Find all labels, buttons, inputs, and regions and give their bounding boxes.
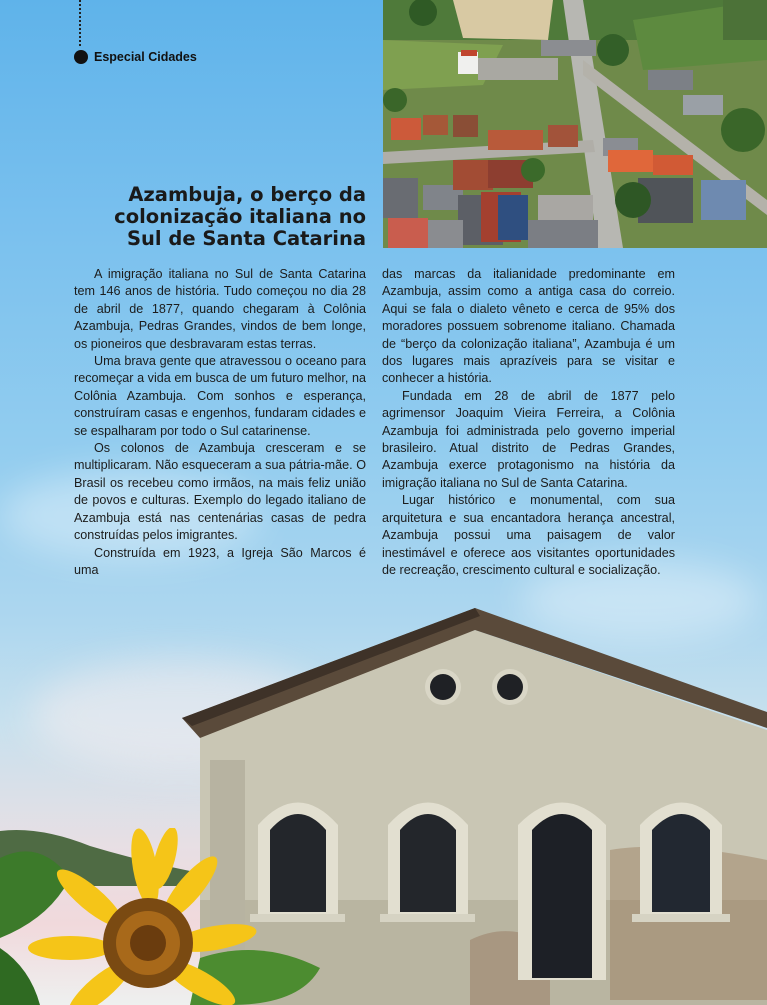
bullet-icon: [74, 50, 88, 64]
paragraph: Fundada em 28 de abril de 1877 pelo agrimensor Joaquim Vieira Ferreira, a Colônia Azambuja foi administrada pelo governo imperial brasileiro. Atual distrito de Pedras Grandes, Azambuja exerce protagonismo na história da imigração italiana no Sul de Santa Catarina.: [382, 388, 675, 490]
sunflower-photo: [0, 828, 340, 1005]
headline-line: Azambuja, o berço da: [128, 183, 366, 206]
aerial-town-photo: [383, 0, 767, 248]
article-headline: [80, 184, 366, 250]
headline-line: Sul de Santa Catarina: [126, 227, 366, 250]
paragraph: Construída em 1923, a Igreja São Marcos é uma: [74, 545, 366, 577]
paragraph: das marcas da italianidade predominante em Azambuja, assim como a antiga casa do correio. Aqui se fala o dialeto vêneto e cerca de 95% dos moradores possuem sobrenome italiano. Chamada de “berço da colonização italiana”, Azambuja é um dos lugares mais aprazíveis para se visitar e conhecer a história.: [382, 267, 675, 386]
article-column-left: [74, 266, 366, 579]
headline-line: colonização italiana no: [114, 205, 366, 228]
paragraph: Os colonos de Azambuja cresceram e se multiplicaram. Não esqueceram a sua pátria-mãe. O Brasil os recebeu como irmãos, na mais feliz união de povos e culturas. Exemplo do legado italiano de Azambuja está nas centenárias casas de pedra construídas pelos imigrantes.: [74, 441, 366, 543]
section-label: Especial Cidades: [94, 50, 197, 64]
article-column-right: [382, 266, 675, 579]
paragraph: Lugar histórico e monumental, com sua arquitetura e sua encantadora herança ancestral, Azambuja possui uma paisagem de valor inestimável e oferece aos visitantes oportunidades de recreação, crescimento cultural e socialização.: [382, 493, 675, 577]
section-tag: [74, 50, 197, 64]
decorative-dotted-line: [79, 0, 81, 46]
paragraph: Uma brava gente que atravessou o oceano para recomeçar a vida em busca de um futuro melhor, na Colônia Azambuja. Com sonhos e esperança, construíram casas e engenhos, fundaram cidades e se espalharam por todo o Sul catarinense.: [74, 354, 366, 438]
paragraph: A imigração italiana no Sul de Santa Catarina tem 146 anos de história. Tudo começou no dia 28 de abril de 1877, quando chegaram à Colônia Azambuja, Pedras Grandes, vindos de bem longe, os pioneiros que desbravaram estas terras.: [74, 267, 366, 351]
